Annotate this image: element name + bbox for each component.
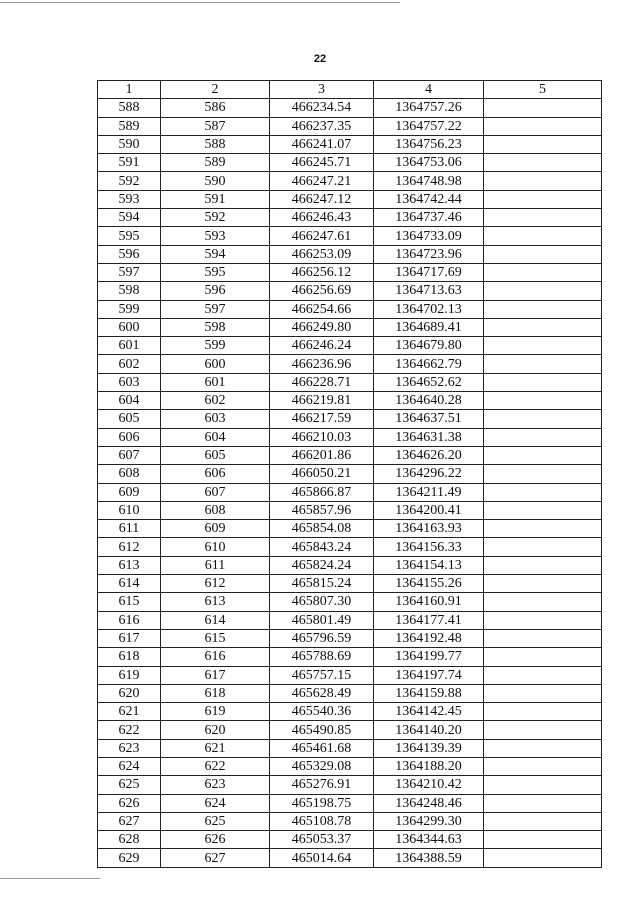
table-cell: [484, 245, 602, 263]
table-row: [98, 575, 602, 593]
table-cell: 614: [98, 575, 161, 593]
table-cell: 465796.59: [270, 629, 374, 647]
table-cell: 465857.96: [270, 501, 374, 519]
table-cell: 466237.35: [270, 117, 374, 135]
table-cell: 607: [98, 446, 161, 464]
table-cell: 1364637.51: [374, 410, 484, 428]
table-cell: 604: [161, 428, 270, 446]
table-cell: 608: [98, 465, 161, 483]
table-row: [98, 245, 602, 263]
table-cell: 1364689.41: [374, 318, 484, 336]
table-cell: 625: [98, 776, 161, 794]
table-row: [98, 300, 602, 318]
table-cell: 597: [161, 300, 270, 318]
table-cell: 1364299.30: [374, 812, 484, 830]
table-cell: 1364723.96: [374, 245, 484, 263]
table-cell: 1364737.46: [374, 209, 484, 227]
table-cell: [484, 611, 602, 629]
table-cell: [484, 154, 602, 172]
table-cell: 587: [161, 117, 270, 135]
table-cell: 466247.12: [270, 190, 374, 208]
table-cell: 1364652.62: [374, 373, 484, 391]
table-cell: [484, 794, 602, 812]
table-cell: 617: [98, 629, 161, 647]
table-cell: 598: [98, 282, 161, 300]
table-cell: 607: [161, 483, 270, 501]
table-cell: 603: [98, 373, 161, 391]
table-cell: 1364640.28: [374, 392, 484, 410]
table-row: [98, 209, 602, 227]
table-cell: 465108.78: [270, 812, 374, 830]
table-cell: 626: [161, 831, 270, 849]
table-cell: 1364155.26: [374, 575, 484, 593]
table-cell: 624: [98, 757, 161, 775]
table-cell: 466246.43: [270, 209, 374, 227]
table-row: [98, 337, 602, 355]
table-cell: 466247.61: [270, 227, 374, 245]
table-cell: 622: [98, 721, 161, 739]
table-cell: [484, 190, 602, 208]
table-cell: [484, 117, 602, 135]
table-cell: 597: [98, 263, 161, 281]
table-cell: [484, 392, 602, 410]
table-row: [98, 629, 602, 647]
table-cell: 594: [161, 245, 270, 263]
table-cell: 602: [98, 355, 161, 373]
table-row: [98, 757, 602, 775]
table-cell: 466256.12: [270, 263, 374, 281]
table-cell: 619: [98, 666, 161, 684]
table-cell: [484, 629, 602, 647]
table-cell: 623: [161, 776, 270, 794]
table-cell: 626: [98, 794, 161, 812]
table-row: [98, 794, 602, 812]
table-cell: 1364199.77: [374, 648, 484, 666]
table-cell: 1364163.93: [374, 520, 484, 538]
table-cell: [484, 684, 602, 702]
table-cell: [484, 300, 602, 318]
table-cell: 1364748.98: [374, 172, 484, 190]
table-cell: 1364702.13: [374, 300, 484, 318]
table-cell: 1364717.69: [374, 263, 484, 281]
table-cell: 620: [161, 721, 270, 739]
table-cell: 466256.69: [270, 282, 374, 300]
table-row: [98, 538, 602, 556]
table-cell: 601: [98, 337, 161, 355]
table-row: [98, 263, 602, 281]
table-cell: 1364733.09: [374, 227, 484, 245]
table-cell: 466217.59: [270, 410, 374, 428]
table-cell: 623: [98, 739, 161, 757]
table-cell: 591: [161, 190, 270, 208]
table-cell: 465461.68: [270, 739, 374, 757]
table-cell: [484, 227, 602, 245]
table-cell: 600: [98, 318, 161, 336]
column-header-2: 2: [161, 81, 270, 99]
table-cell: [484, 501, 602, 519]
table-cell: 1364159.88: [374, 684, 484, 702]
table-cell: 465824.24: [270, 556, 374, 574]
table-body: [98, 99, 602, 867]
table-row: [98, 483, 602, 501]
table-cell: 592: [98, 172, 161, 190]
page-number: 22: [313, 53, 327, 65]
table-cell: 596: [161, 282, 270, 300]
table-cell: [484, 666, 602, 684]
table-cell: 590: [98, 135, 161, 153]
table-cell: 620: [98, 684, 161, 702]
table-cell: 616: [161, 648, 270, 666]
table-cell: [484, 355, 602, 373]
table-cell: [484, 282, 602, 300]
table-cell: 621: [98, 703, 161, 721]
table-row: [98, 849, 602, 867]
table-cell: 1364626.20: [374, 446, 484, 464]
table-row: [98, 593, 602, 611]
column-header-4: 4: [374, 81, 484, 99]
table-row: [98, 227, 602, 245]
table-cell: 466210.03: [270, 428, 374, 446]
table-cell: [484, 446, 602, 464]
table-cell: 465866.87: [270, 483, 374, 501]
table-cell: 588: [98, 99, 161, 117]
table-cell: 615: [161, 629, 270, 647]
table-cell: 1364211.49: [374, 483, 484, 501]
table-cell: 609: [161, 520, 270, 538]
scan-top-edge-line: [0, 2, 400, 3]
table-cell: 465053.37: [270, 831, 374, 849]
table-row: [98, 428, 602, 446]
table-cell: 465490.85: [270, 721, 374, 739]
table-cell: 613: [98, 556, 161, 574]
table-cell: [484, 209, 602, 227]
table-cell: 1364757.22: [374, 117, 484, 135]
table-row: [98, 831, 602, 849]
table-cell: 465276.91: [270, 776, 374, 794]
table-cell: 1364631.38: [374, 428, 484, 446]
table-row: [98, 611, 602, 629]
table-row: [98, 776, 602, 794]
table-cell: 596: [98, 245, 161, 263]
table-cell: 611: [98, 520, 161, 538]
table-cell: 466246.24: [270, 337, 374, 355]
table-cell: [484, 263, 602, 281]
table-row: [98, 812, 602, 830]
column-header-1: 1: [98, 81, 161, 99]
table-cell: 617: [161, 666, 270, 684]
table-cell: 465843.24: [270, 538, 374, 556]
table-row: [98, 666, 602, 684]
table-cell: [484, 721, 602, 739]
table-cell: 465757.15: [270, 666, 374, 684]
table-cell: 615: [98, 593, 161, 611]
scan-bottom-edge-line: [0, 878, 100, 879]
table-row: [98, 392, 602, 410]
table-cell: [484, 575, 602, 593]
table-cell: 593: [98, 190, 161, 208]
table-cell: 1364139.39: [374, 739, 484, 757]
table-cell: [484, 410, 602, 428]
table-cell: 1364142.45: [374, 703, 484, 721]
table-cell: [484, 483, 602, 501]
table-cell: 466219.81: [270, 392, 374, 410]
table-cell: 1364248.46: [374, 794, 484, 812]
table-cell: 1364756.23: [374, 135, 484, 153]
table-cell: 599: [161, 337, 270, 355]
table-cell: [484, 99, 602, 117]
table-row: [98, 117, 602, 135]
table-row: [98, 684, 602, 702]
table-cell: 1364757.26: [374, 99, 484, 117]
table-cell: 588: [161, 135, 270, 153]
table-row: [98, 721, 602, 739]
table-cell: [484, 465, 602, 483]
table-cell: 466245.71: [270, 154, 374, 172]
table-row: [98, 172, 602, 190]
table-cell: 1364154.13: [374, 556, 484, 574]
table-cell: 614: [161, 611, 270, 629]
table-cell: 465628.49: [270, 684, 374, 702]
table-cell: [484, 520, 602, 538]
table-cell: 465198.75: [270, 794, 374, 812]
table-header-row: [98, 81, 602, 99]
table-cell: 610: [98, 501, 161, 519]
table-cell: [484, 337, 602, 355]
table-cell: 1364742.44: [374, 190, 484, 208]
table-cell: 465014.64: [270, 849, 374, 867]
table-cell: 466241.07: [270, 135, 374, 153]
table-cell: 1364713.63: [374, 282, 484, 300]
table-cell: 602: [161, 392, 270, 410]
table-row: [98, 190, 602, 208]
table-cell: 605: [161, 446, 270, 464]
table-row: [98, 135, 602, 153]
table-cell: 608: [161, 501, 270, 519]
table-cell: 466050.21: [270, 465, 374, 483]
table-cell: [484, 812, 602, 830]
table-cell: 1364197.74: [374, 666, 484, 684]
table-cell: 612: [98, 538, 161, 556]
table-cell: 586: [161, 99, 270, 117]
table-cell: 627: [98, 812, 161, 830]
column-header-5: 5: [484, 81, 602, 99]
table-cell: 618: [161, 684, 270, 702]
table-row: [98, 355, 602, 373]
table-cell: 593: [161, 227, 270, 245]
column-header-3: 3: [270, 81, 374, 99]
table-cell: 601: [161, 373, 270, 391]
table-cell: 606: [98, 428, 161, 446]
table-row: [98, 446, 602, 464]
table-cell: [484, 648, 602, 666]
table-cell: 606: [161, 465, 270, 483]
table-cell: 1364344.63: [374, 831, 484, 849]
table-cell: 466254.66: [270, 300, 374, 318]
table-cell: 1364192.48: [374, 629, 484, 647]
table-cell: 609: [98, 483, 161, 501]
table-row: [98, 501, 602, 519]
table-cell: 611: [161, 556, 270, 574]
table-cell: 1364177.41: [374, 611, 484, 629]
table-row: [98, 373, 602, 391]
table-row: [98, 99, 602, 117]
table-cell: [484, 593, 602, 611]
table-cell: 1364140.20: [374, 721, 484, 739]
table-cell: [484, 739, 602, 757]
table-cell: 592: [161, 209, 270, 227]
table-cell: [484, 538, 602, 556]
table-cell: 603: [161, 410, 270, 428]
table-cell: 1364388.59: [374, 849, 484, 867]
table-cell: [484, 135, 602, 153]
table-cell: 1364210.42: [374, 776, 484, 794]
table-cell: 1364753.06: [374, 154, 484, 172]
table-cell: [484, 831, 602, 849]
table-row: [98, 648, 602, 666]
table-row: [98, 318, 602, 336]
table-cell: 599: [98, 300, 161, 318]
table-cell: 465540.36: [270, 703, 374, 721]
table-cell: 589: [161, 154, 270, 172]
table-cell: 466249.80: [270, 318, 374, 336]
table-row: [98, 465, 602, 483]
table-row: [98, 703, 602, 721]
table-cell: 465329.08: [270, 757, 374, 775]
table-cell: 619: [161, 703, 270, 721]
table-cell: 589: [98, 117, 161, 135]
table-cell: 628: [98, 831, 161, 849]
coordinates-table: [97, 80, 602, 868]
table-cell: [484, 703, 602, 721]
table-cell: 466236.96: [270, 355, 374, 373]
table-row: [98, 410, 602, 428]
table-cell: [484, 556, 602, 574]
table-cell: 629: [98, 849, 161, 867]
table-cell: 590: [161, 172, 270, 190]
table-cell: 613: [161, 593, 270, 611]
table-cell: 618: [98, 648, 161, 666]
table-cell: 466201.86: [270, 446, 374, 464]
table-row: [98, 739, 602, 757]
table-cell: 1364200.41: [374, 501, 484, 519]
table-cell: 591: [98, 154, 161, 172]
table-cell: [484, 757, 602, 775]
table-cell: [484, 776, 602, 794]
table-row: [98, 282, 602, 300]
table-row: [98, 556, 602, 574]
table-cell: 616: [98, 611, 161, 629]
table-cell: 598: [161, 318, 270, 336]
table-row: [98, 154, 602, 172]
table-cell: 465788.69: [270, 648, 374, 666]
table-cell: 624: [161, 794, 270, 812]
table-cell: 612: [161, 575, 270, 593]
table-cell: 466234.54: [270, 99, 374, 117]
table-cell: [484, 318, 602, 336]
table-cell: 465854.08: [270, 520, 374, 538]
table-cell: 465807.30: [270, 593, 374, 611]
table-cell: 610: [161, 538, 270, 556]
table-cell: 1364296.22: [374, 465, 484, 483]
table-cell: 621: [161, 739, 270, 757]
table-cell: 600: [161, 355, 270, 373]
table-cell: [484, 849, 602, 867]
table-cell: [484, 172, 602, 190]
table-cell: 622: [161, 757, 270, 775]
table-cell: 604: [98, 392, 161, 410]
table-cell: 605: [98, 410, 161, 428]
table-cell: 465801.49: [270, 611, 374, 629]
table-cell: 1364156.33: [374, 538, 484, 556]
table-cell: 625: [161, 812, 270, 830]
table-cell: 1364679.80: [374, 337, 484, 355]
table-cell: 627: [161, 849, 270, 867]
table-cell: 1364662.79: [374, 355, 484, 373]
table-cell: 595: [98, 227, 161, 245]
table-cell: [484, 428, 602, 446]
table-cell: 466253.09: [270, 245, 374, 263]
table-cell: 466228.71: [270, 373, 374, 391]
table-cell: 1364160.91: [374, 593, 484, 611]
table-cell: 466247.21: [270, 172, 374, 190]
table-cell: 465815.24: [270, 575, 374, 593]
table-cell: 595: [161, 263, 270, 281]
table-cell: 1364188.20: [374, 757, 484, 775]
table-cell: [484, 373, 602, 391]
table-row: [98, 520, 602, 538]
table-cell: 594: [98, 209, 161, 227]
